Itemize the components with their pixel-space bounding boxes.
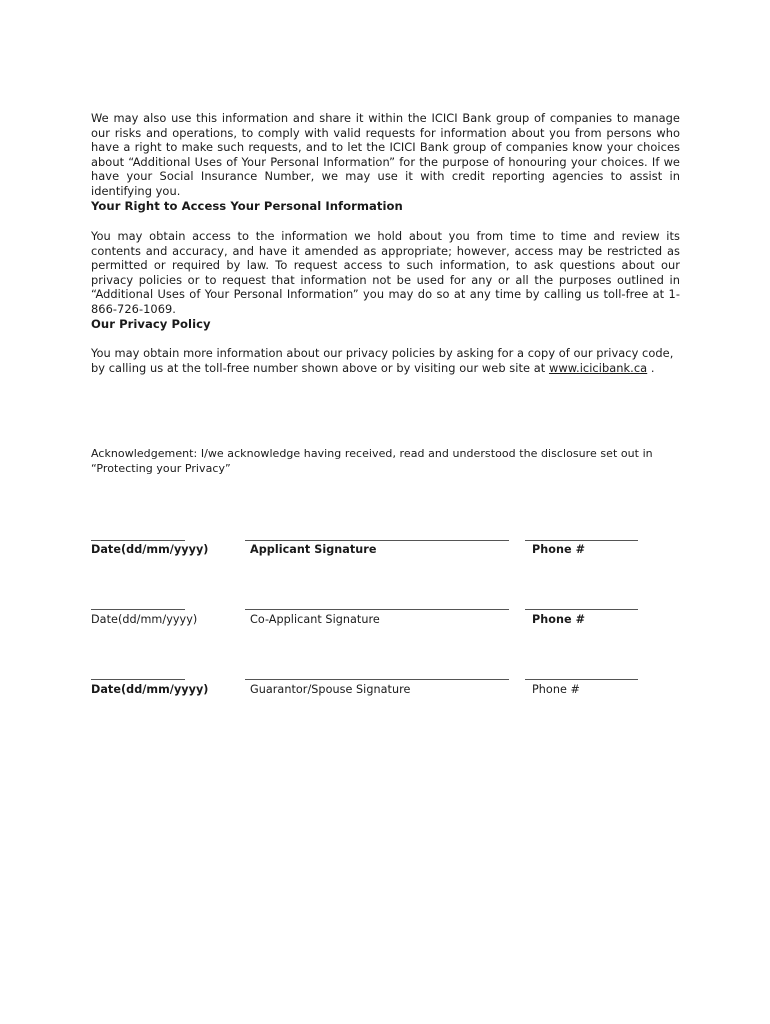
date-label-3: Date(dd/mm/yyyy) xyxy=(91,683,209,696)
phone-label-3: Phone # xyxy=(532,683,580,696)
acknowledgement-text: Acknowledgement: I/we acknowledge having received, read and understood the disclosure set out in “Protecting your Privacy” xyxy=(91,447,653,475)
policy-text-end: . xyxy=(647,360,655,375)
guarantor-signature-line[interactable] xyxy=(245,679,509,680)
phone-label-2: Phone # xyxy=(532,613,586,626)
date-label-1: Date(dd/mm/yyyy) xyxy=(91,543,209,556)
access-paragraph: You may obtain access to the information we hold about you from time to time and review its contents and accuracy, and have it amended as appropriate; however, access may be restricted as permitted or required by law. To request access to such information, to ask questions about our privacy policies or to request that information not be used for any or all the purposes outlined in “Additional Uses of Your Personal Information” you may do so at any time by calling us toll-free at 1-866-726-1069. xyxy=(91,229,680,316)
date-label-2: Date(dd/mm/yyyy) xyxy=(91,613,198,626)
date-line-1[interactable] xyxy=(91,540,185,541)
co-applicant-signature-label: Co-Applicant Signature xyxy=(250,613,380,626)
phone-line-2[interactable] xyxy=(525,609,638,610)
date-line-3[interactable] xyxy=(91,679,185,680)
applicant-signature-line[interactable] xyxy=(245,540,509,541)
phone-line-1[interactable] xyxy=(525,540,638,541)
policy-paragraph xyxy=(91,346,680,375)
co-applicant-signature-line[interactable] xyxy=(245,609,509,610)
policy-heading: Our Privacy Policy xyxy=(91,317,211,331)
website-link[interactable]: www.icicibank.ca xyxy=(548,360,648,375)
phone-line-3[interactable] xyxy=(525,679,638,680)
guarantor-signature-label: Guarantor/Spouse Signature xyxy=(250,683,411,696)
phone-label-1: Phone # xyxy=(532,543,586,556)
date-line-2[interactable] xyxy=(91,609,185,610)
policy-text: You may obtain more information about our privacy policies by asking for a copy of our privacy code, by calling us at the toll-free number shown above or by visiting our web site at xyxy=(91,346,674,375)
applicant-signature-label: Applicant Signature xyxy=(250,543,377,556)
access-heading: Your Right to Access Your Personal Information xyxy=(91,199,403,213)
intro-paragraph: We may also use this information and share it within the ICICI Bank group of companies to manage our risks and operations, to comply with valid requests for information about you from persons who have a right to make such requests, and to let the ICICI Bank group of companies know your choices about “Additional Uses of Your Personal Information” for the purpose of honouring your choices. If we have your Social Insurance Number, we may use it with credit reporting agencies to assist in identifying you. xyxy=(91,111,680,198)
